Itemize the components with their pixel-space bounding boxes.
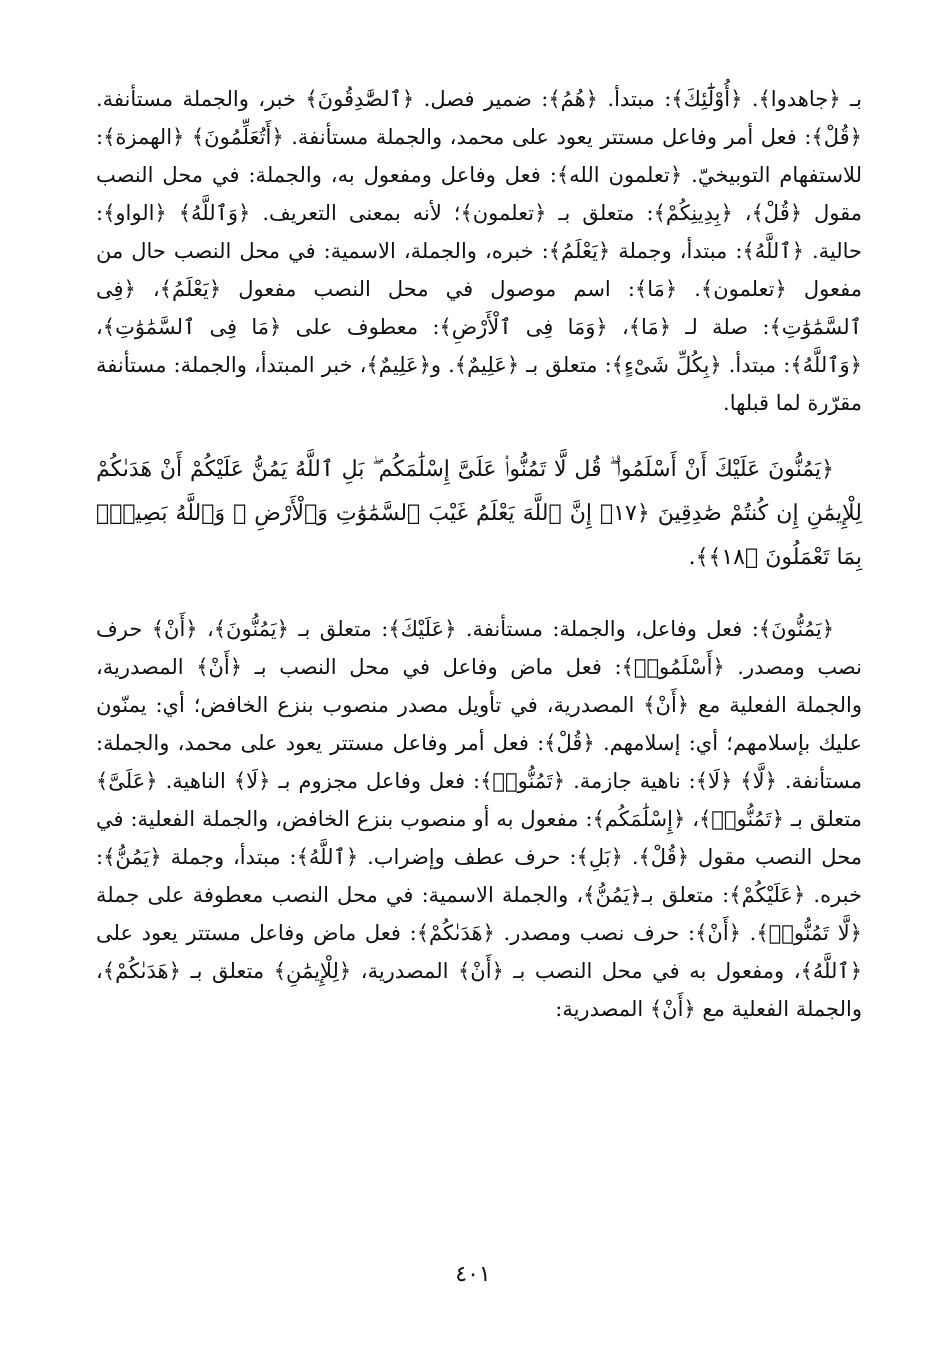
page-number: ٤٠١ <box>455 1262 491 1287</box>
page-body <box>96 80 862 1028</box>
paragraph-grammar-analysis-1: بـ ﴿جاهدوا﴾. ﴿أُوْلَٰٓئِكَ﴾: مبتدأ. ﴿هُمُ﴾: ضمير فصل. ﴿ٱلصَّٰدِقُونَ﴾ خبر، والجملة مستأنفة. ﴿قُلْ﴾: فعل أمر وفاعل مستتر يعود على محمد، والجملة مستأنفة. ﴿أَتُعَلِّمُونَ﴾ ﴿الهمزة﴾: للاستفهام التوبيخيّ. ﴿تعلمون الله﴾: فعل وفاعل ومفعول به، والجملة: في محل النصب مقول ﴿قُلْ﴾، ﴿بِدِينِكُمْ﴾: متعلق بـ ﴿تعلمون﴾؛ لأنه بمعنى التعريف. ﴿وَٱللَّهُ﴾ ﴿الواو﴾: حالية. ﴿ٱللَّهُ﴾: مبتدأ، وجملة ﴿يَعْلَمُ﴾: خبره، والجملة، الاسمية: في محل النصب حال من مفعول ﴿تعلمون﴾. ﴿مَا﴾: اسم موصول في محل النصب مفعول ﴿يَعْلَمُ﴾، ﴿فِى ٱلسَّمَٰوَٰتِ﴾: صلة لـ ﴿مَا﴾، ﴿وَمَا فِى ٱلْأَرْضِ﴾: معطوف على ﴿مَا فِى ٱلسَّمَٰوَٰتِ﴾، ﴿وَٱللَّهُ﴾: مبتدأ. ﴿بِكُلِّ شَىْءٍ﴾: متعلق بـ ﴿عَلِيمٌ﴾. و﴿عَلِيمٌ﴾، خبر المبتدأ، والجملة: مستأنفة مقرّرة لما قبلها. <box>96 87 862 415</box>
quran-verse-block: ﴿يَمُنُّونَ عَلَيْكَ أَنْ أَسْلَمُوا۟ ۖ قُل لَّا تَمُنُّوا۟ عَلَىَّ إِسْلَٰمَكُم ۖ بَلِ ٱللَّهُ يَمُنُّ عَلَيْكُمْ أَنْ هَدَىٰكُمْ لِلْإِيمَٰنِ إِن كُنتُمْ صَٰدِقِينَ ﴿١٧﴾ إِنَّ ٱللَّهَ يَعْلَمُ غَيْبَ ٱلسَّمَٰوَٰتِ وَٱلْأَرْضِ ۚ وَٱللَّهُ بَصِيرٌۢ بِمَا تَعْمَلُونَ ﴿١٨﴾﴾. <box>96 457 862 570</box>
paragraph-grammar-analysis-2: ﴿يَمُنُّونَ﴾: فعل وفاعل، والجملة: مستأنفة. ﴿عَلَيْكَ﴾: متعلق بـ ﴿يَمُنُّونَ﴾، ﴿أَنْ﴾ حرف نصب ومصدر. ﴿أَسْلَمُوا۟﴾: فعل ماض وفاعل في محل النصب بـ ﴿أَنْ﴾ المصدرية، والجملة الفعلية مع ﴿أَنْ﴾ المصدرية، في تأويل مصدر منصوب بنزع الخافض؛ أي: يمنّون عليك بإسلامهم؛ أي: إسلامهم. ﴿قُلْ﴾: فعل أمر وفاعل مستتر يعود على محمد، والجملة: مستأنفة. ﴿لَّا﴾ ﴿لَا﴾: ناهية جازمة. ﴿تَمُنُّوا۟﴾: فعل وفاعل مجزوم بـ ﴿لَا﴾ الناهية. ﴿عَلَىَّ﴾ متعلق بـ ﴿تَمُنُّوا۟﴾، ﴿إِسْلَٰمَكُم﴾: مفعول به أو منصوب بنزع الخافض، والجملة الفعلية: في محل النصب مقول ﴿قُلْ﴾. ﴿بَلِ﴾: حرف عطف وإضراب. ﴿ٱللَّهُ﴾: مبتدأ، وجملة ﴿يَمُنُّ﴾: خبره. ﴿عَلَيْكُمْ﴾: متعلق بـ﴿يَمُنُّ﴾، والجملة الاسمية: في محل النصب معطوفة على جملة ﴿لَّا تَمُنُّوا۟﴾. ﴿أَنْ﴾: حرف نصب ومصدر. ﴿هَدَىٰكُمْ﴾: فعل ماض وفاعل مستتر يعود على ﴿ٱللَّهُ﴾، ومفعول به في محل النصب بـ ﴿أَنْ﴾ المصدرية، ﴿لِلْإِيمَٰنِ﴾ متعلق بـ ﴿هَدَىٰكُمْ﴾، والجملة الفعلية مع ﴿أَنْ﴾ المصدرية: <box>96 617 862 1021</box>
